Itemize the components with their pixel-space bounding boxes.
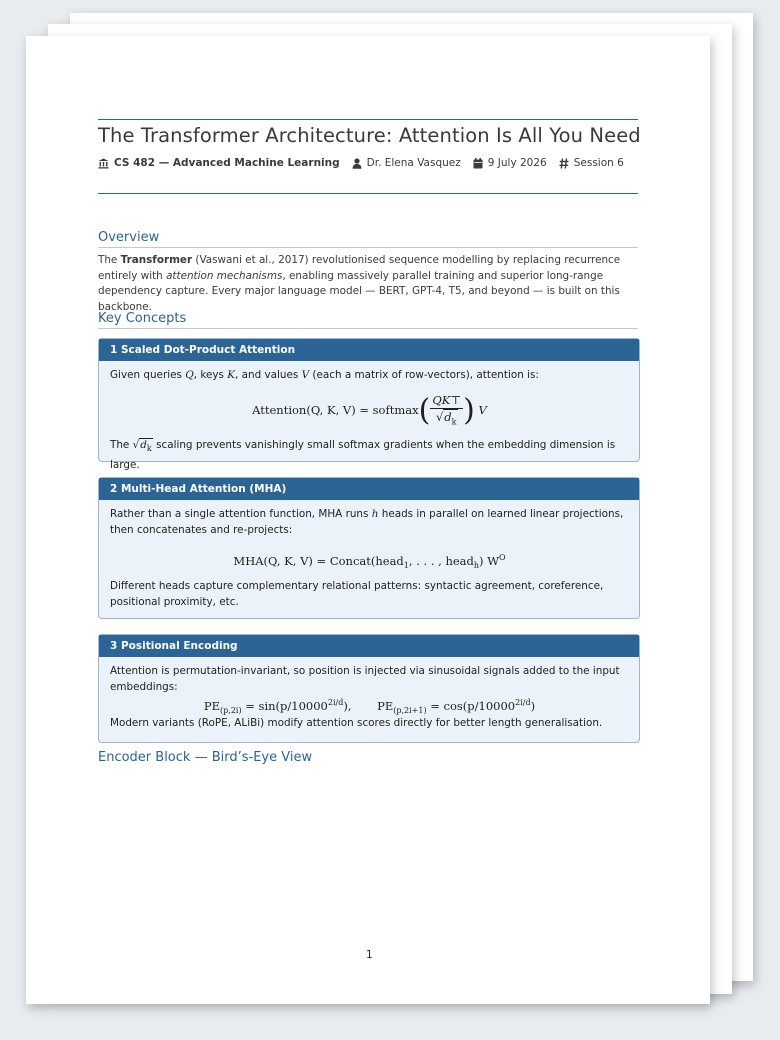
concept-box-body [99, 361, 639, 473]
concept-box-positional-encoding [98, 634, 640, 743]
user-icon [352, 158, 362, 169]
meta-date [473, 157, 547, 169]
mha-formula: MHA(Q, K, V) = Concat(head$_1$, . . . , head$_h$) $W^O$ [233, 553, 506, 571]
document-page [26, 36, 710, 1004]
concept-box-body [99, 657, 639, 731]
header-rule-top [98, 119, 638, 120]
concept-intro: Attention is permutation-invariant, so position is injected via sinusoidal signals added to the input embeddings: [110, 665, 620, 693]
overview-heading: Overview [98, 230, 638, 248]
document-date: 9 July 2026 [487, 157, 547, 169]
meta-author [352, 157, 461, 169]
concept-box-title: 1 Scaled Dot-Product Attention [99, 339, 639, 361]
overview-paragraph [98, 253, 640, 315]
concept-box-title: 3 Positional Encoding [99, 635, 639, 657]
hash-icon [559, 158, 569, 169]
concept-box-mha [98, 477, 640, 619]
overview-text: , enabling massively parallel training and superior long-range dependency capture. Every major language model — BERT, GPT-4, T5, and beyond — is built on this backbone. [98, 269, 620, 313]
concept-intro: Rather than a single attention function, MHA runs h heads in parallel on learned linear projections, then concatenates and re-projects: [110, 508, 624, 536]
key-concepts-heading: Key Concepts [98, 311, 638, 329]
concept-note: The $√d_k$ scaling prevents vanishingly small softmax gradients when the embedding dimension is large. [110, 439, 616, 472]
concept-box-body [99, 500, 639, 610]
institution-icon [98, 158, 109, 169]
overview-text: The [98, 254, 121, 266]
author-name: Dr. Elena Vasquez [366, 157, 461, 169]
header-rule-bottom [98, 193, 638, 194]
overview-emphasis: attention mechanisms [166, 269, 283, 282]
page-number: 1 [366, 949, 373, 961]
document-meta [98, 157, 658, 169]
concept-box-title: 2 Multi-Head Attention (MHA) [99, 478, 639, 500]
document-title: The Transformer Architecture: Attention Is All You Need [98, 124, 641, 147]
session-label: Session 6 [573, 157, 624, 169]
course-name: CS 482 — Advanced Machine Learning [114, 157, 340, 169]
meta-session [559, 157, 624, 169]
meta-course [98, 157, 340, 169]
encoder-heading: Encoder Block — Bird’s-Eye View [98, 750, 313, 765]
concept-note: Different heads capture complementary relational patterns: syntactic agreement, coreference, positional proximity, etc. [110, 580, 604, 608]
concept-note: Modern variants (RoPE, ALiBi) modify attention scores directly for better length generalisation. [110, 717, 603, 729]
overview-term: Transformer [120, 254, 193, 266]
calendar-icon [473, 158, 483, 169]
attention-formula: Attention(Q, K, V) = softmax( $\frac{QK⊤}{√d_k}$ ) V [252, 392, 487, 428]
concept-intro: Given queries Q, keys K, and values V (each a matrix of row-vectors), attention is: [110, 369, 539, 381]
overview-text: (Vaswani et al., 2017) revolutionised sequence modelling by replacing recurrence entirely with [98, 254, 621, 282]
pe-formula: $PE_{(p,2i)} = \sin(p/10000^{2i/d})$, $PE_{(p,2i+1)} = \cos(p/10000^{2i/d})$ [203, 698, 536, 716]
concept-box-attention [98, 338, 640, 472]
